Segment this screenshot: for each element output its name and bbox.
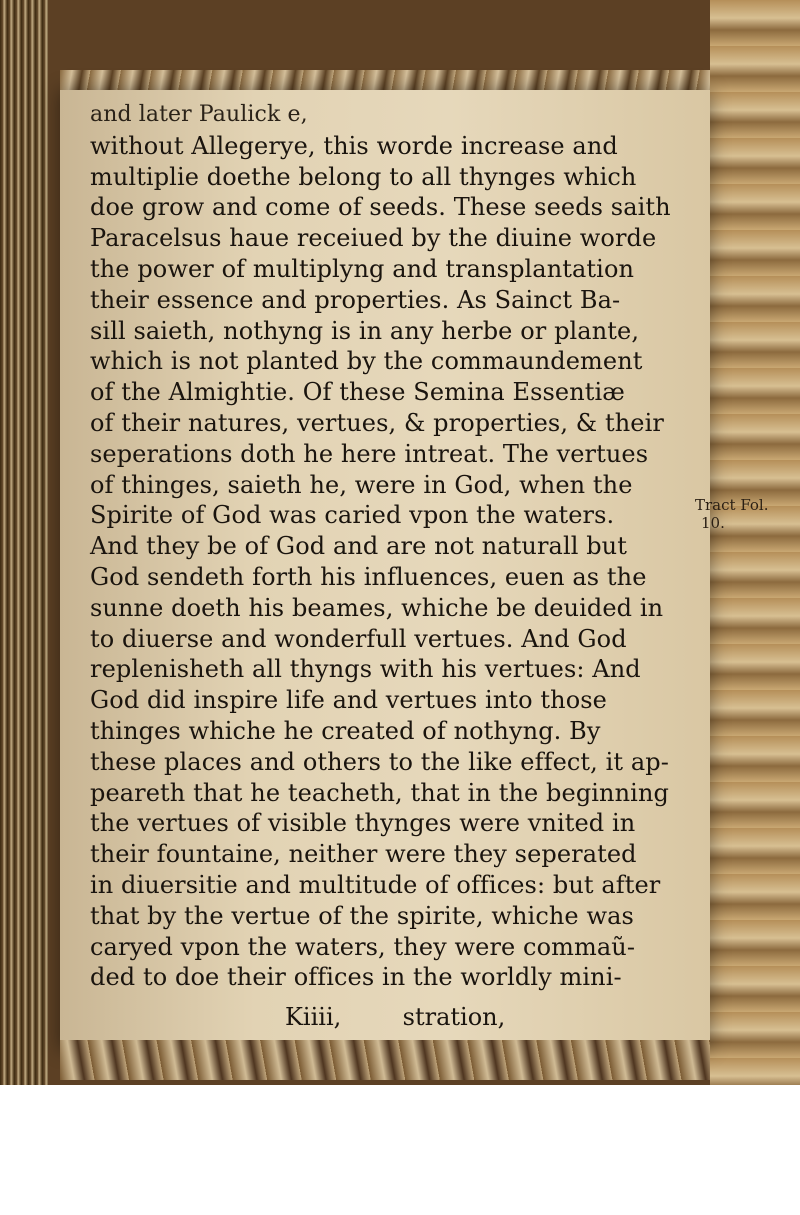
signature-mark: Kiiii, xyxy=(285,1003,342,1031)
text-line: that by the vertue of the spirite, whiche was xyxy=(90,901,634,930)
text-line: Spirite of God was caried vpon the waters. xyxy=(90,501,615,530)
text-line: to diuerse and wonderfull vertues. And God xyxy=(90,624,627,653)
catchword: stration, xyxy=(402,1003,506,1031)
text-line: God sendeth forth his influences, euen as the xyxy=(90,562,647,591)
text-line: ded to doe their offices in the worldly mini- xyxy=(90,963,622,992)
page-footer xyxy=(285,1003,505,1031)
page-edges xyxy=(710,0,800,1085)
text-line: without Allegerye, this worde increase and xyxy=(90,131,618,160)
margin-note-number: 10. xyxy=(701,514,725,532)
text-line: And they be of God and are not naturall but xyxy=(90,532,627,561)
text-line: thinges whiche he created of nothyng. By xyxy=(90,716,601,745)
text-line: their fountaine, neither were they seperated xyxy=(90,840,637,869)
text-line: of thinges, saieth he, were in God, when the xyxy=(90,470,633,499)
torn-bottom-edge xyxy=(60,1040,710,1080)
text-line: Paracelsus haue receiued by the diuine worde xyxy=(90,224,657,253)
text-line: sill saieth, nothyng is in any herbe or plante, xyxy=(90,316,640,345)
text-line: of their natures, vertues, & properties, & their xyxy=(90,408,664,437)
text-line: sunne doeth his beames, whiche be deuided in xyxy=(90,593,664,622)
text-line: which is not planted by the commaundement xyxy=(90,347,643,376)
text-line: seperations doth he here intreat. The vertues xyxy=(90,439,649,468)
text-line: these places and others to the like effect, it ap- xyxy=(90,747,669,776)
text-line: their essence and properties. As Sainct Ba- xyxy=(90,285,621,314)
text-line: the power of multiplyng and transplantation xyxy=(90,254,635,283)
text-line: replenisheth all thyngs with his vertues: And xyxy=(90,655,641,684)
text-line: in diuersitie and multitude of offices: but after xyxy=(90,870,661,899)
margin-note xyxy=(695,496,785,532)
text-line: God did inspire life and vertues into those xyxy=(90,686,607,715)
text-line: of the Almightie. Of these Semina Essentiæ xyxy=(90,378,625,407)
text-line: doe grow and come of seeds. These seeds saith xyxy=(90,193,671,222)
text-line: multiplie doethe belong to all thynges which xyxy=(90,162,637,191)
text-line: peareth that he teacheth, that in the beginning xyxy=(90,778,669,807)
page-text xyxy=(90,100,710,993)
margin-note-text: Tract Fol. xyxy=(695,496,769,514)
body-text xyxy=(90,131,710,993)
book-gutter xyxy=(0,0,48,1085)
page-header: and later Paulick e, xyxy=(90,102,308,127)
text-line: caryed vpon the waters, they were commaũ- xyxy=(90,932,636,961)
text-line: the vertues of visible thynges were vnited in xyxy=(90,809,636,838)
